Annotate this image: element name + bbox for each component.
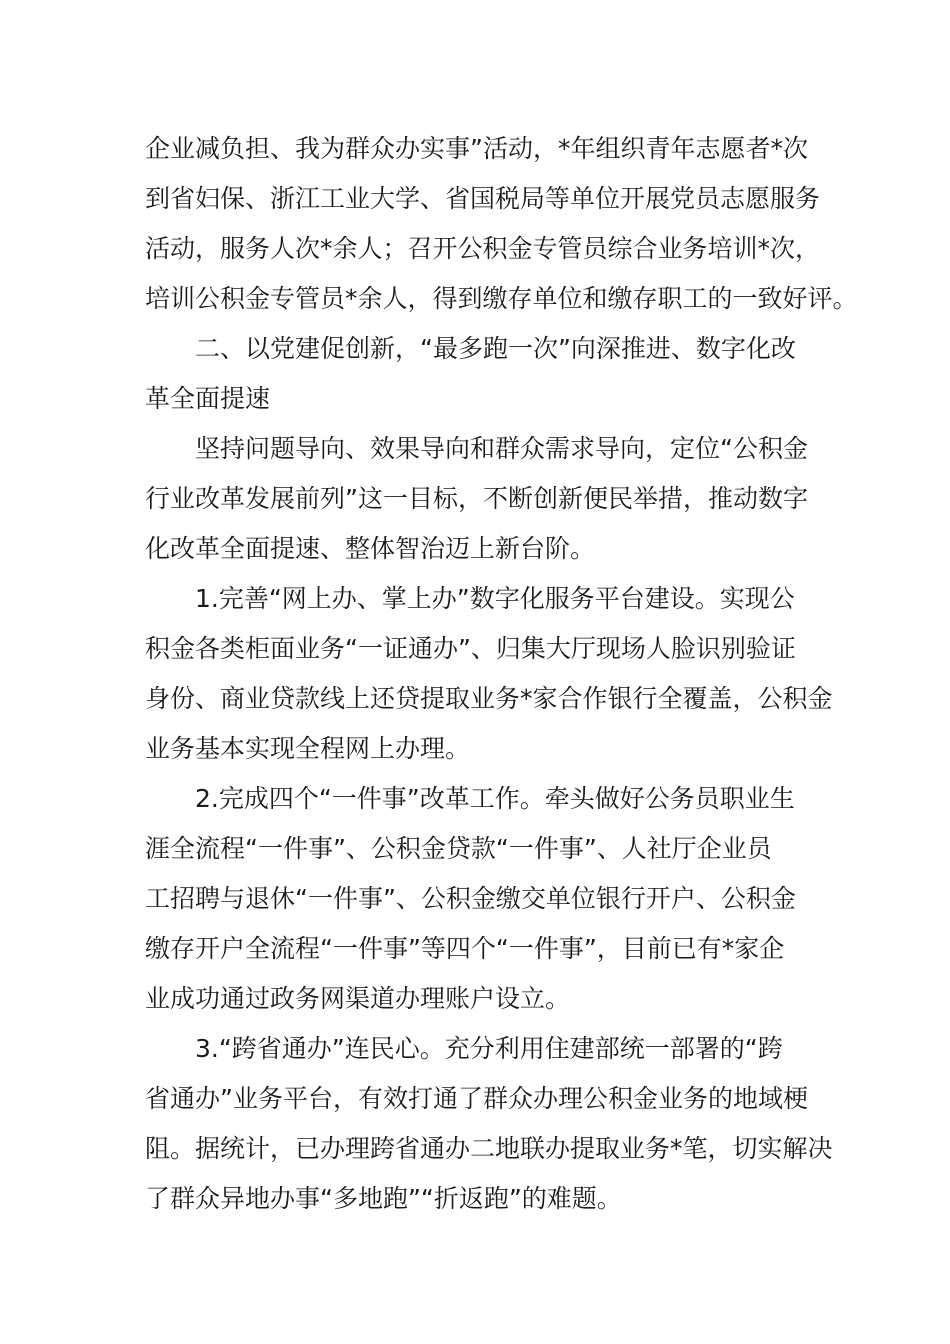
text-line: 企业减负担、我为群众办实事”活动，*年组织青年志愿者*次: [145, 134, 808, 163]
list-item-3-start: 3.“跨省通办”连民心。充分利用住建部统一部署的“跨: [195, 1034, 783, 1063]
list-item-2-start: 2.完成四个“一件事”改革工作。牵头做好公务员职业生: [195, 784, 795, 813]
text-line: 坚持问题导向、效果导向和群众需求导向，定位“公积金: [195, 434, 808, 463]
section-heading: 二、以党建促创新，“最多跑一次”向深推进、数字化改: [195, 334, 796, 363]
text-line: 省通办”业务平台，有效打通了群众办理公积金业务的地域梗: [145, 1084, 808, 1113]
document-body: [145, 124, 858, 1224]
text-line: 身份、商业贷款线上还贷提取业务*家合作银行全覆盖，公积金: [145, 684, 833, 713]
text-line: 了群众异地办事“多地跑”“折返跑”的难题。: [145, 1184, 622, 1213]
text-line: 活动，服务人次*余人；召开公积金专管员综合业务培训*次，: [145, 234, 821, 263]
text-line: 业务基本实现全程网上办理。: [145, 734, 471, 763]
text-line: 积金各类柜面业务“一证通办”、归集大厅现场人脸识别验证: [145, 634, 796, 663]
text-line: 缴存开户全流程“一件事”等四个“一件事”，目前已有*家企: [145, 934, 785, 963]
text-line: 业成功通过政务网渠道办理账户设立。: [145, 984, 571, 1013]
text-line: 到省妇保、浙江工业大学、省国税局等单位开展党员志愿服务: [145, 184, 821, 213]
text-line: 培训公积金专管员*余人，得到缴存单位和缴存职工的一致好评。: [145, 284, 858, 313]
section-heading-continued: 革全面提速: [145, 384, 271, 413]
text-line: 阻。据统计，已办理跨省通办二地联办提取业务*笔，切实解决: [145, 1134, 833, 1163]
text-line: 涯全流程“一件事”、公积金贷款“一件事”、人社厅企业员: [145, 834, 772, 863]
text-line: 行业改革发展前列”这一目标，不断创新便民举措，推动数字: [145, 484, 808, 513]
text-line: 化改革全面提速、整体智治迈上新台阶。: [145, 534, 596, 563]
text-line: 工招聘与退休“一件事”、公积金缴交单位银行开户、公积金: [145, 884, 796, 913]
list-item-1-start: 1.完善“网上办、掌上办”数字化服务平台建设。实现公: [195, 584, 795, 613]
